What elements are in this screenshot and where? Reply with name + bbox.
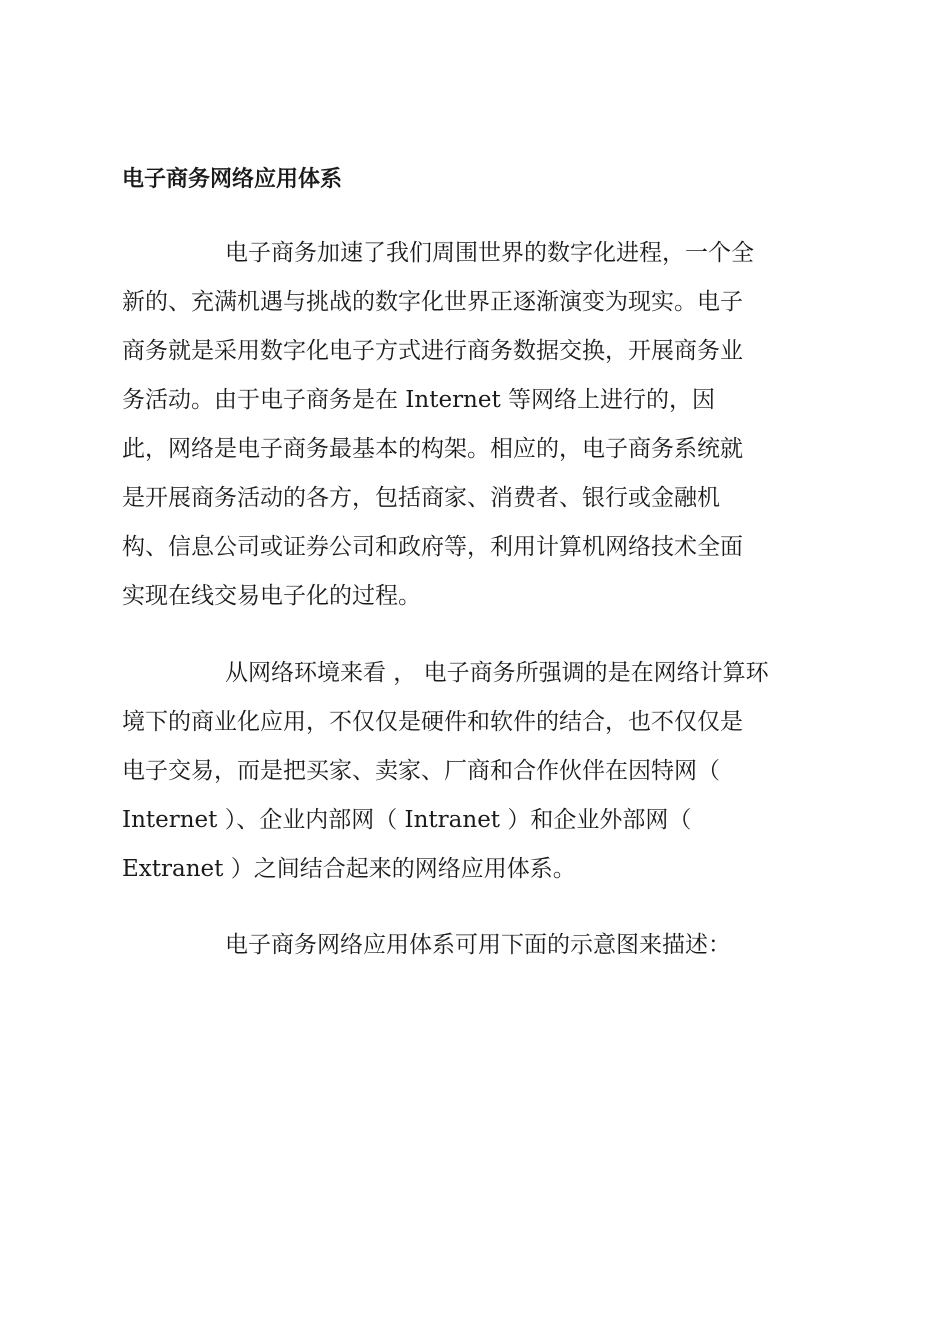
document-title: 电子商务网络应用体系 — [122, 167, 343, 192]
paragraph-line: 电子商务网络应用体系可用下面的示意图来描述： — [225, 932, 731, 958]
paragraph-line: 商务就是采用数字化电子方式进行商务数据交换，开展商务业 — [122, 338, 743, 364]
paragraph-line: Extranet ）之间结合起来的网络应用体系。 — [122, 856, 576, 882]
paragraph-line: 构、信息公司或证券公司和政府等，利用计算机网络技术全面 — [122, 534, 743, 560]
paragraph-line: 务活动。由于电子商务是在 Internet 等网络上进行的，因 — [122, 387, 716, 413]
paragraph-line: 实现在线交易电子化的过程。 — [122, 583, 421, 609]
paragraph-line: 是开展商务活动的各方，包括商家、消费者、银行或金融机 — [122, 485, 720, 511]
paragraph-network-environment — [122, 649, 769, 894]
paragraph-line: Internet ）、企业内部网（ Intranet ）和企业外部网（ — [122, 807, 692, 833]
paragraph-line: 新的、充满机遇与挑战的数字化世界正逐渐演变为现实。电子 — [122, 289, 743, 315]
paragraph-line: 此，网络是电子商务最基本的构架。相应的，电子商务系统就 — [122, 436, 743, 462]
paragraph-line: 电子商务加速了我们周围世界的数字化进程，一个全 — [225, 240, 754, 266]
paragraph-ecommerce-definition — [122, 229, 754, 621]
paragraph-line: 从网络环境来看 ， 电子商务所强调的是在网络计算环 — [225, 660, 769, 686]
paragraph-diagram-intro — [122, 921, 731, 970]
paragraph-line: 电子交易，而是把买家、卖家、厂商和合作伙伴在因特网（ — [122, 758, 720, 784]
paragraph-line: 境下的商业化应用，不仅仅是硬件和软件的结合，也不仅仅是 — [122, 709, 743, 735]
